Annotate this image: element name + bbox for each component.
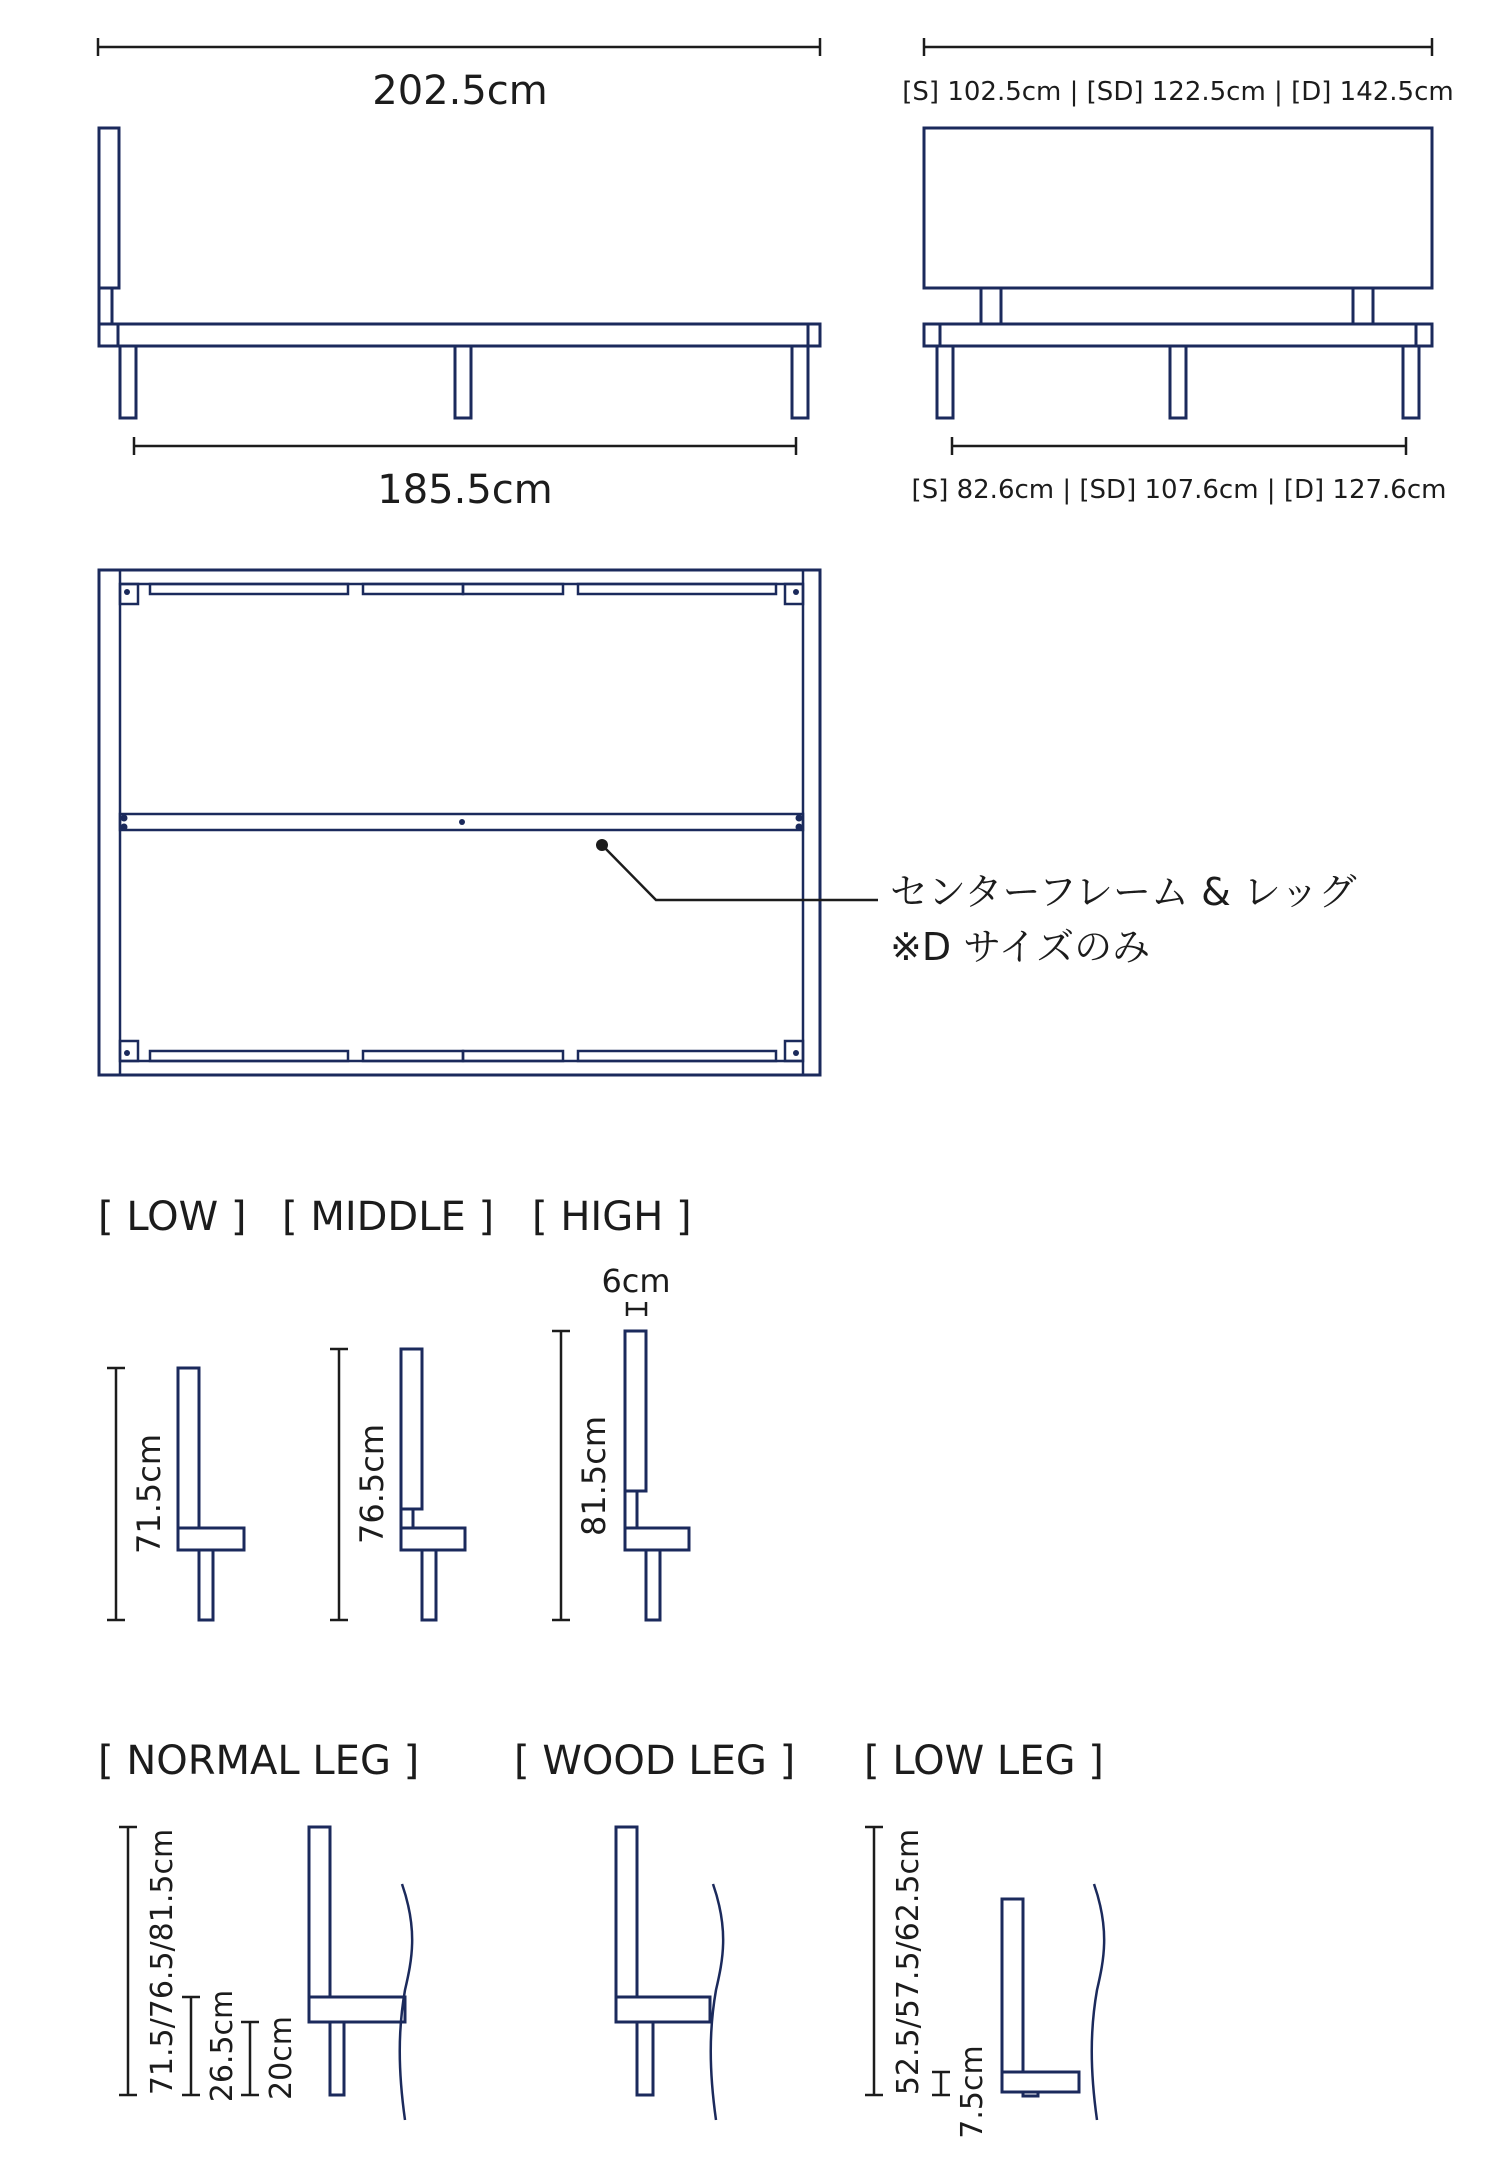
length-bottom-label: 185.5cm	[377, 467, 553, 513]
high-height-label: 81.5cm	[575, 1415, 613, 1537]
label-normal-leg: [ NORMAL LEG ]	[98, 1738, 420, 1784]
leg-left	[120, 346, 136, 418]
middle-height-label: 76.5cm	[353, 1423, 391, 1545]
side-view	[98, 38, 820, 513]
headboard-front	[924, 128, 1432, 288]
width-bottom-label: [S] 82.6cm | [SD] 107.6cm | [D] 127.6cm	[911, 475, 1447, 505]
front-leg-center	[1170, 346, 1186, 418]
middle-headboard	[401, 1349, 422, 1509]
low-leg-frame	[1002, 2072, 1079, 2092]
label-middle: [ MIDDLE ]	[282, 1194, 495, 1240]
leg-types-section	[98, 1738, 1104, 2139]
end-rail-inner	[940, 324, 1416, 346]
wood-break-line	[711, 1884, 723, 2120]
high-leg	[646, 1550, 660, 1620]
low-break-line	[1092, 1884, 1104, 2120]
front-leg-right	[1403, 346, 1419, 418]
front-leg-left	[937, 346, 953, 418]
headboard	[99, 128, 119, 288]
normal-leg-label: 20cm	[264, 2016, 299, 2100]
width-6cm-label: 6cm	[601, 1262, 671, 1300]
front-view	[902, 38, 1453, 505]
low-leg	[199, 1550, 213, 1620]
callout-text-line2: ※D サイズのみ	[890, 925, 1151, 969]
headboard-heights-section	[98, 1194, 692, 1620]
leg-right	[792, 346, 808, 418]
headboard-post-right	[1353, 288, 1373, 324]
wood-frame	[616, 1997, 710, 2022]
plan-view	[99, 570, 1356, 1075]
low-leg-label: 7.5cm	[955, 2045, 990, 2139]
side-rail-inner	[118, 324, 808, 346]
length-top-label: 202.5cm	[372, 68, 548, 114]
normal-frame-label: 26.5cm	[205, 1989, 240, 2103]
label-high: [ HIGH ]	[532, 1194, 692, 1240]
label-wood-leg: [ WOOD LEG ]	[514, 1738, 796, 1784]
headboard-post-left	[981, 288, 1001, 324]
headboard-post	[99, 288, 112, 324]
normal-leg	[330, 2022, 344, 2095]
leg-center	[455, 346, 471, 418]
label-low-leg: [ LOW LEG ]	[864, 1738, 1104, 1784]
low-headboard	[178, 1368, 199, 1528]
callout-text-line1: センターフレーム & レッグ	[890, 870, 1357, 914]
wood-headboard	[616, 1827, 637, 1997]
low-leg-headboard	[1002, 1899, 1023, 2072]
low-leg-foot	[1023, 2092, 1038, 2096]
label-low: [ LOW ]	[98, 1194, 247, 1240]
middle-leg	[422, 1550, 436, 1620]
wood-leg	[637, 2022, 653, 2095]
normal-total-label: 71.5/76.5/81.5cm	[145, 1828, 180, 2096]
low-height-label: 71.5cm	[130, 1433, 168, 1555]
normal-headboard	[309, 1827, 330, 1997]
high-headboard	[625, 1331, 646, 1491]
width-top-label: [S] 102.5cm | [SD] 122.5cm | [D] 142.5cm	[902, 77, 1454, 107]
normal-frame	[309, 1997, 405, 2022]
low-total-label: 52.5/57.5/62.5cm	[891, 1828, 926, 2096]
